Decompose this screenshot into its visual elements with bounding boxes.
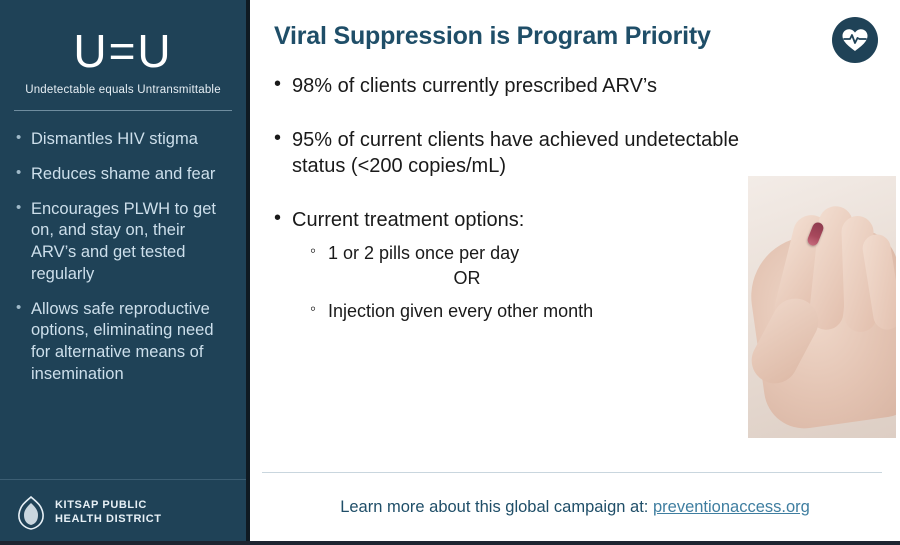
sidebar-item-label: Allows safe reproductive options, eliminating need for alternative means of insemination (31, 299, 214, 383)
content-sub-item-2 (310, 299, 762, 323)
sidebar-item-2 (14, 164, 232, 186)
kitsap-logo-icon (16, 496, 46, 530)
content-sub-item-1 (310, 241, 762, 265)
footer-divider (262, 472, 882, 473)
content-sub-list-2 (292, 299, 762, 323)
org-logo-text (55, 499, 162, 527)
org-logo-block (0, 479, 246, 545)
page-title: Viral Suppression is Program Priority (274, 22, 711, 50)
uu-logo (0, 0, 246, 111)
content-sub-label: 1 or 2 pills once per day (328, 243, 520, 263)
content-sub-label: Injection given every other month (328, 300, 594, 321)
footer-note (250, 498, 900, 517)
hand-holding-pill-photo (748, 176, 896, 438)
content-bullet-text: 98% of clients currently prescribed ARV’s (292, 75, 657, 97)
or-separator-label: OR (453, 268, 481, 289)
sidebar-item-label: Encourages PLWH to get on, and stay on, their ARV’s and get tested regularly (31, 199, 216, 283)
content-bullet-text: Current treatment options: (292, 209, 525, 231)
frame-bottom-band (0, 541, 900, 545)
sidebar-item-label: Reduces shame and fear (31, 164, 216, 183)
uu-logo-mark: U=U (73, 25, 173, 77)
org-name-line2: HEALTH DISTRICT (55, 512, 162, 525)
heart-pulse-icon (832, 17, 878, 63)
content-bullet-text: 95% of current clients have achieved undetectable status (<200 copies/mL) (292, 129, 739, 177)
content-panel (250, 0, 900, 545)
sidebar-bullet-list (0, 129, 246, 386)
sidebar-item-1 (14, 129, 232, 151)
sidebar-item-3 (14, 199, 232, 286)
content-bullet-2 (274, 127, 762, 179)
sidebar-item-label: Dismantles HIV stigma (31, 130, 198, 148)
uu-logo-subtitle: Undetectable equals Untransmittable (25, 84, 221, 96)
campaign-link[interactable]: preventionaccess.org (652, 498, 810, 516)
content-sub-list (292, 241, 762, 265)
org-name-line1: KITSAP PUBLIC (55, 498, 147, 511)
content-bullet-1 (274, 73, 762, 99)
sidebar-divider (14, 110, 232, 111)
sidebar-panel (0, 0, 246, 545)
footer-note-text: Learn more about this global campaign at: (340, 498, 653, 516)
content-bullet-3 (274, 207, 762, 323)
sidebar-item-4 (14, 299, 232, 386)
